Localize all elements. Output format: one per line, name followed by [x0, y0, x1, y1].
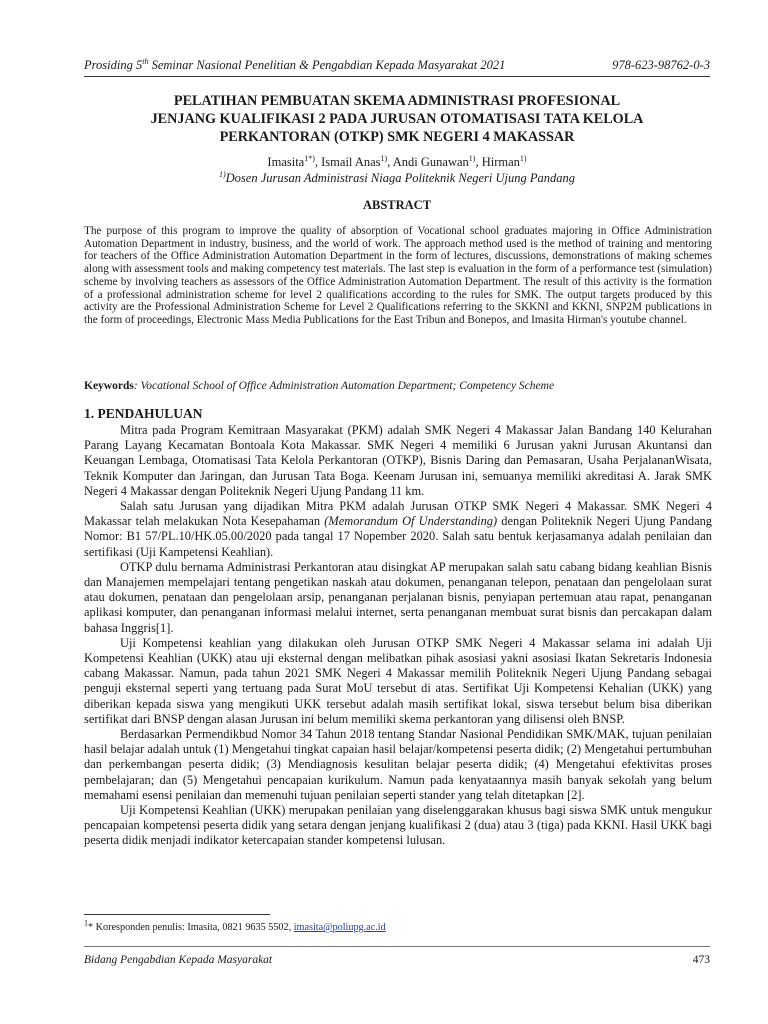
section-heading: 1. PENDAHULUAN — [84, 406, 203, 421]
running-header — [84, 58, 710, 74]
abstract-heading: ABSTRACT — [362, 198, 432, 212]
paragraph: Salah satu Jurusan yang dijadikan Mitra PKM adalah Jurusan OTKP SMK Negeri 4 Makassar. SMK Negeri 4 Makassar telah melakukan Nota Kesepahaman (Memorandum Of Understanding) dengan Politeknik Negeri Ujung Pandang Nomor: B1 57/PL.10/HK.05.00/2020 pada tangal 17 Nopember 2020. Salah satu bentuk kerjasamanya adalah penilaian dan sertifikasi (Uji Kampetensi Keahlian). — [84, 499, 712, 559]
abstract-text: The purpose of this program to improve the quality of absorption of Vocational school graduates majoring in Office Administration Automation Department in industry, business, and the world of work. The approach method used is the method of training and mentoring for teachers of the Office Administration Automation Department in the form of lectures, discussions, demonstrations of making schemes along with assessment tools and making competency test materials. The last step is evaluation in the form of a performance test (simulation) scheme by involving teachers as assessors of the Office Administration Automation Department. The result of this activity is the formation of a professional administration scheme for level 2 qualifications according to the rules for SMK. The output targets produced by this activity are the Professional Administration Scheme for Level 2 Qualifications referring to the SKKNI and KKNI, SNP2M publications in the form of proceedings, Electronic Mass Media Publications for the East Tribun and Bonepos, and Imasita Hirman's youtube channel. — [84, 225, 712, 326]
footer-field: Bidang Pengabdian Kepada Masyarakat — [84, 954, 273, 966]
isbn: 978-623-98762-0-3 — [612, 58, 710, 72]
title-line: JENJANG KUALIFIKASI 2 PADA JURUSAN OTOMATISASI TATA KELOLA — [150, 111, 644, 127]
corresponding-email-link[interactable]: imasita@poliupg.ac.id — [293, 922, 386, 933]
affiliation: $^{1)}$Dosen Jurusan Administrasi Niaga Politeknik Negeri Ujung Pandang — [218, 169, 576, 185]
page-footer — [84, 954, 710, 970]
author-name: Andi Gunawan — [392, 155, 469, 169]
title-line: PELATIHAN PEMBUATAN SKEMA ADMINISTRASI PROFESIONAL — [173, 93, 621, 109]
author-name: Ismail Anas — [321, 155, 381, 169]
footer-rule — [84, 946, 710, 947]
paragraph: OTKP dulu bernama Administrasi Perkantoran atau disingkat AP merupakan salah satu cabang bidang keahlian Bisnis dan Manajemen mempelajari tentang pengetikan naskah atau dokumen, penanganan telepon, penataan dan pengelolaan surat atau dokumen, penataan dan pengelolaan arsip, penanganan perjalanan bisnis, penyiapan pertemuan atau rapat, penanganan aplikasi komputer, dan penanganan informasi melalui internet, serta penanganan membuat surat bisnis dan percakapan dalam bahasa Inggris[1]. — [84, 559, 712, 635]
author-list: Imasita$^{1*)}$, Ismail Anas$^{1)}$, Andi Gunawan$^{1)}$, Hirman$^{1)}$ — [267, 153, 527, 169]
author-name: Hirman — [481, 155, 520, 169]
title-line: PERKANTORAN (OTKP) SMK NEGERI 4 MAKASSAR — [219, 129, 575, 145]
page-number: 473 — [692, 954, 710, 966]
paper-title — [84, 92, 710, 146]
paragraph: Uji Kompetensi Keahlian (UKK) merupakan penilaian yang diselenggarakan khusus bagi siswa SMK untuk mengukur pencapaian kompetensi peserta didik yang setara dengan jenjang kualifikasi 2 (dua) atau 3 (tiga) pada KKNI. Hasil UKK bagi peserta didik menjadi indikator ketercapaian stander kompetensi lulusan. — [84, 803, 712, 848]
keywords-label: Keywords — [84, 380, 134, 392]
paragraph: Berdasarkan Permendikbud Nomor 34 Tahun 2018 tentang Standar Nasional Pendidikan SMK/MAK, tujuan penilaian hasil belajar adalah untuk (1) Mengetahui tingkat capaian hasil belajar/kompetensi peserta didik; (2) Mengetahui pertumbuhan dan perkembangan peserta didik; (3) Mendiagnosis kesulitan belajar peserta didik; (4) Mengetahui efektivitas proses pembelajaran; dan (5) Mengetahui pencapaian kurikulum. Namun pada kenyataannya masih banyak sekolah yang belum memahami esensi penilaian dan memenuhi tujuan penilaian seperti stander yang telah ditetapkan [2]. — [84, 727, 712, 802]
keywords — [84, 380, 712, 392]
proceedings-name: Prosiding 5th Seminar Nasional Penelitian & Pengabdian Kepada Masyarakat 2021 — [84, 56, 506, 72]
footnote: $^1$* Koresponden penulis: Imasita, 0821 9635 5502, imasita@poliupg.ac.id — [84, 918, 386, 933]
author-name: Imasita — [267, 155, 305, 169]
footnote-rule — [84, 914, 270, 915]
paragraph: Uji Kompetensi keahlian yang dilakukan oleh Jurusan OTKP SMK Negeri 4 Makassar selama ini adalah Uji Kompetensi Keahlian (UKK) atau uji eksternal dengan melibatkan pihak asosiasi yakni asosiasi Ikatan Sekretaris Indonesia cabang Makassar. Namun, pada tahun 2021 SMK Negeri 4 Makassar memilih Politeknik Negeri Ujung Pandang sebagai penguji eksternal seperti yang tertuang pada Surat MoU tersebut di atas. Sertifikat Uji Kompetensi Kehalian (UKK) yang diberikan kepada siswa yang mengikuti UKK tersebut adalah masih sertifikat lokal, siswa tersebut belum bisa diberikan sertifikat dari BNSP dengan alasan Jurusan ini belum memiliki skema perkantoran yang dilisensi oleh BNSP. — [84, 635, 712, 726]
section-body — [84, 423, 712, 849]
header-rule — [84, 76, 710, 77]
paragraph: Mitra pada Program Kemitraan Masyarakat (PKM) adalah SMK Negeri 4 Makassar Jalan Bandang 140 Kelurahan Parang Layang Kecamatan Bontoala Kota Makassar. SMK Negeri 4 memiliki 6 Jurusan yakni Jurusan Akuntansi dan Keuangan Lembaga, Otomatisasi Tata Kelola Perkantoran (OTKP), Bisnis Daring dan Pemasaran, Usaha PerjalananWisata, Teknik Komputer dan Jaringan, dan Jurusan Tata Boga. Keenam Jurusan ini, semuanya memiliki akreditasi A. Jarak SMK Negeri 4 Makassar dengan Politeknik Negeri Ujung Pandang 11 km. — [84, 423, 712, 498]
keywords-value: : Vocational School of Office Administration Automation Department; Competency Scheme — [133, 380, 555, 392]
